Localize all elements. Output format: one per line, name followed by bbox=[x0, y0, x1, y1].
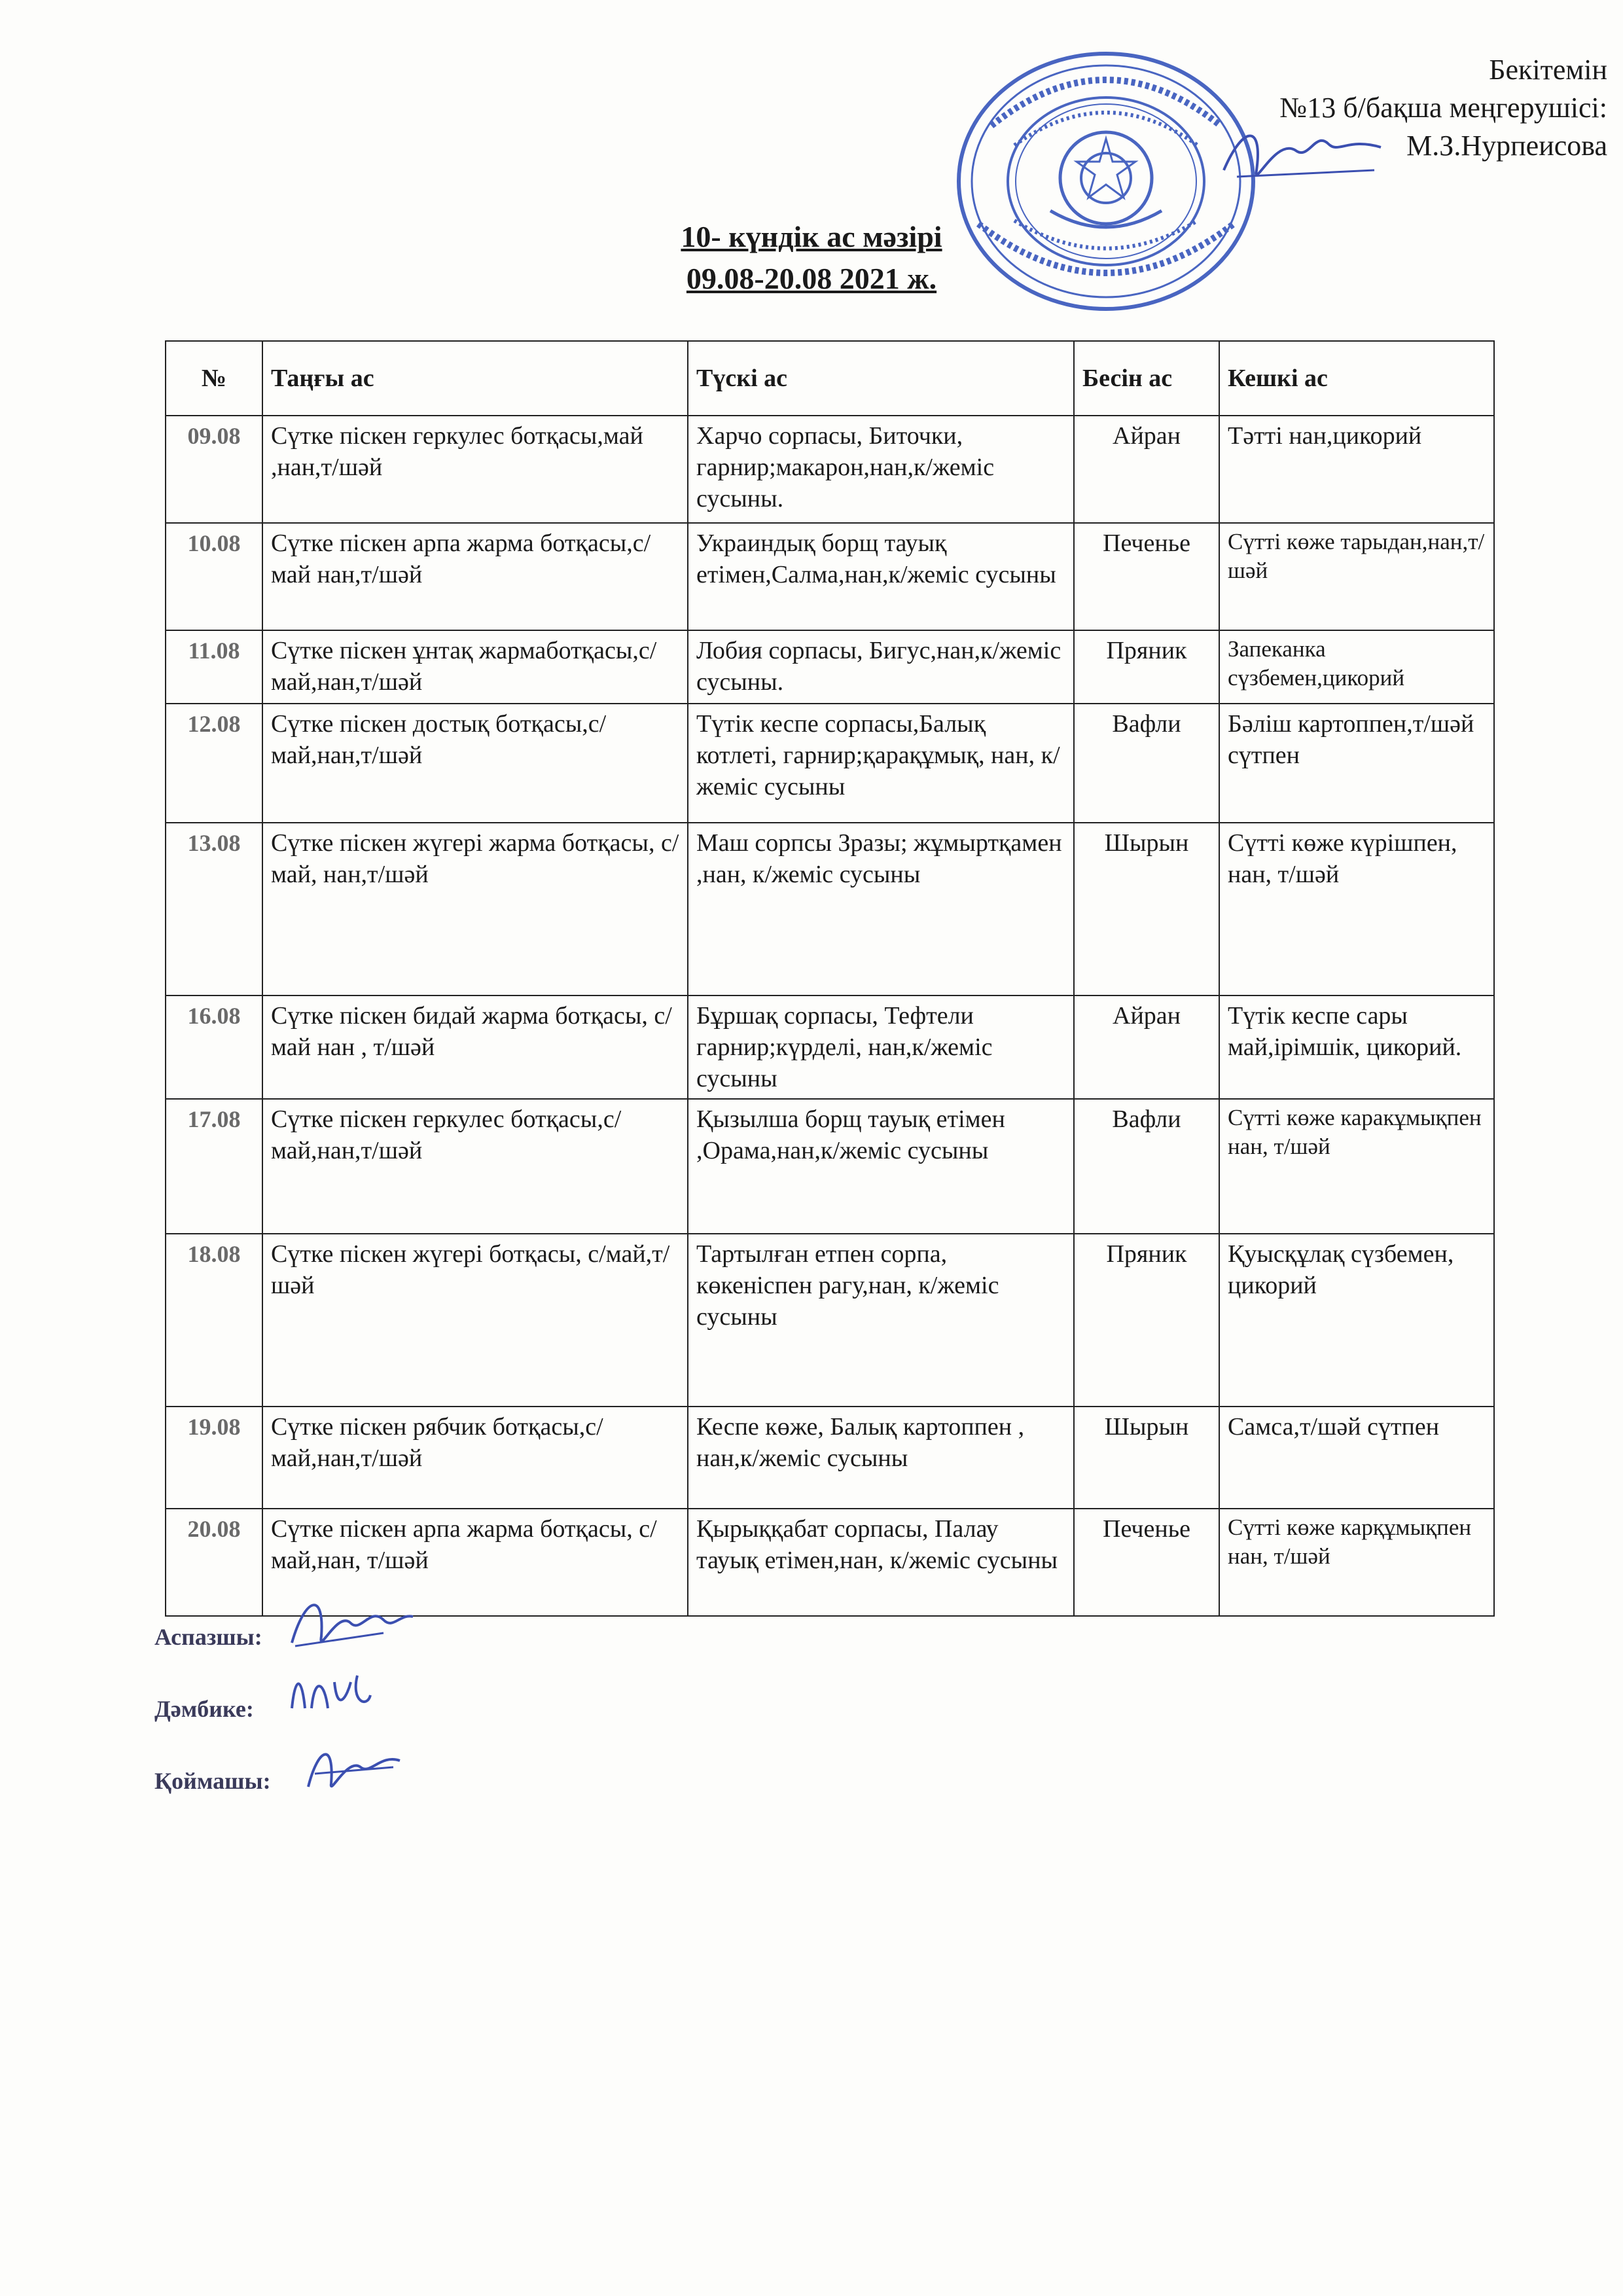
row-lunch: Кеспе көже, Балық картоппен , нан,к/жеміс сусыны bbox=[688, 1407, 1074, 1509]
row-breakfast: Сүтке піскен арпа жарма ботқасы, с/май,нан, т/шәй bbox=[262, 1509, 688, 1616]
row-lunch: Украиндық борщ тауық етімен,Салма,нан,к/жеміс сусыны bbox=[688, 523, 1074, 630]
row-dinner: Сүтті көже карқұмықпен нан, т/шәй bbox=[1219, 1509, 1494, 1616]
row-snack: Печенье bbox=[1074, 1509, 1219, 1616]
document-title bbox=[0, 216, 1623, 300]
table-row bbox=[166, 523, 1494, 630]
taster-signature-row bbox=[154, 1695, 271, 1767]
row-snack: Печенье bbox=[1074, 523, 1219, 630]
row-breakfast: Сүтке піскен геркулес ботқасы,с/май,нан,т/шәй bbox=[262, 1099, 688, 1234]
row-breakfast: Сүтке піскен рябчик ботқасы,с/май,нан,т/шәй bbox=[262, 1407, 688, 1509]
row-dinner: Запеканка сүзбемен,цикорий bbox=[1219, 630, 1494, 704]
row-date: 18.08 bbox=[166, 1234, 262, 1407]
approval-line-2: №13 б/бақша меңгерушісі: bbox=[1279, 92, 1607, 124]
row-date: 16.08 bbox=[166, 996, 262, 1099]
row-snack: Шырын bbox=[1074, 1407, 1219, 1509]
row-dinner: Тәтті нан,цикорий bbox=[1219, 416, 1494, 523]
table-row bbox=[166, 1234, 1494, 1407]
row-lunch: Қырыққабат сорпасы, Палау тауық етімен,нан, к/жеміс сусыны bbox=[688, 1509, 1074, 1616]
row-snack: Айран bbox=[1074, 416, 1219, 523]
row-dinner: Қуысқұлақ сүзбемен, цикорий bbox=[1219, 1234, 1494, 1407]
row-lunch: Маш сорпсы Зразы; жұмыртқамен ,нан, к/жеміс сусыны bbox=[688, 823, 1074, 996]
row-date: 17.08 bbox=[166, 1099, 262, 1234]
row-lunch: Лобия сорпасы, Бигус,нан,к/жеміс сусыны. bbox=[688, 630, 1074, 704]
header-snack: Бесін ас bbox=[1074, 341, 1219, 416]
row-dinner: Самса,т/шәй сүтпен bbox=[1219, 1407, 1494, 1509]
row-lunch: Қызылша борщ тауық етімен ,Орама,нан,к/жеміс сусыны bbox=[688, 1099, 1074, 1234]
cook-signature-row bbox=[154, 1623, 271, 1695]
row-snack: Пряник bbox=[1074, 630, 1219, 704]
row-breakfast: Сүтке піскен геркулес ботқасы,май ,нан,т/шәй bbox=[262, 416, 688, 523]
taster-label: Дәмбике: bbox=[154, 1696, 254, 1722]
row-date: 13.08 bbox=[166, 823, 262, 996]
row-date: 11.08 bbox=[166, 630, 262, 704]
row-lunch: Түтік кеспе сорпасы,Балық котлеті, гарнир;қарақұмық, нан, к/жеміс сусыны bbox=[688, 704, 1074, 823]
row-date: 19.08 bbox=[166, 1407, 262, 1509]
table-row bbox=[166, 630, 1494, 704]
title-line-2: 09.08-20.08 2021 ж. bbox=[686, 262, 937, 295]
row-breakfast: Сүтке піскен ұнтақ жармаботқасы,с/май,нан,т/шәй bbox=[262, 630, 688, 704]
row-date: 10.08 bbox=[166, 523, 262, 630]
table-header-row bbox=[166, 341, 1494, 416]
row-lunch: Тартылған етпен сорпа, көкеніспен рагу,нан, к/жеміс сусыны bbox=[688, 1234, 1074, 1407]
signature-block bbox=[154, 1623, 271, 1839]
row-lunch: Бұршақ сорпасы, Тефтели гарнир;күрделі, нан,к/жеміс сусыны bbox=[688, 996, 1074, 1099]
row-dinner: Бәліш картоппен,т/шәй сүтпен bbox=[1219, 704, 1494, 823]
row-breakfast: Сүтке піскен достық ботқасы,с/май,нан,т/шәй bbox=[262, 704, 688, 823]
cook-signature bbox=[285, 1584, 416, 1662]
row-breakfast: Сүтке піскен арпа жарма ботқасы,с/май нан,т/шәй bbox=[262, 523, 688, 630]
row-date: 20.08 bbox=[166, 1509, 262, 1616]
menu-table bbox=[165, 340, 1495, 1617]
header-breakfast: Таңғы ас bbox=[262, 341, 688, 416]
table-row bbox=[166, 704, 1494, 823]
row-dinner: Сүтті көже каракұмықпен нан, т/шәй bbox=[1219, 1099, 1494, 1234]
storekeeper-signature-row bbox=[154, 1767, 271, 1839]
row-snack: Шырын bbox=[1074, 823, 1219, 996]
row-snack: Пряник bbox=[1074, 1234, 1219, 1407]
title-line-1: 10- күндік ас мәзірі bbox=[681, 220, 942, 253]
approval-line-1: Бекітемін bbox=[1489, 54, 1607, 86]
cook-label: Аспазшы: bbox=[154, 1624, 262, 1650]
row-snack: Вафли bbox=[1074, 704, 1219, 823]
row-dinner: Түтік кеспе сары май,ірімшік, цикорий. bbox=[1219, 996, 1494, 1099]
row-lunch: Харчо сорпасы, Биточки, гарнир;макарон,нан,к/жеміс сусыны. bbox=[688, 416, 1074, 523]
header-lunch: Түскі ас bbox=[688, 341, 1074, 416]
table-row bbox=[166, 996, 1494, 1099]
table-row bbox=[166, 416, 1494, 523]
row-date: 09.08 bbox=[166, 416, 262, 523]
table-row bbox=[166, 1407, 1494, 1509]
row-breakfast: Сүтке піскен жүгері ботқасы, с/май,т/шәй bbox=[262, 1234, 688, 1407]
table-row bbox=[166, 823, 1494, 996]
approval-line-3: М.З.Нурпеисова bbox=[1406, 130, 1607, 162]
table-row bbox=[166, 1099, 1494, 1234]
row-date: 12.08 bbox=[166, 704, 262, 823]
director-signature bbox=[1217, 111, 1387, 196]
storekeeper-label: Қоймашы: bbox=[154, 1768, 271, 1794]
header-number: № bbox=[166, 341, 262, 416]
row-snack: Вафли bbox=[1074, 1099, 1219, 1234]
row-snack: Айран bbox=[1074, 996, 1219, 1099]
taster-signature bbox=[285, 1656, 377, 1721]
row-dinner: Сүтті көже тарыдан,нан,т/шәй bbox=[1219, 523, 1494, 630]
header-dinner: Кешкі ас bbox=[1219, 341, 1494, 416]
row-breakfast: Сүтке піскен бидай жарма ботқасы, с/май нан , т/шәй bbox=[262, 996, 688, 1099]
storekeeper-signature bbox=[302, 1728, 406, 1800]
row-dinner: Сүтті көже күрішпен, нан, т/шәй bbox=[1219, 823, 1494, 996]
row-breakfast: Сүтке піскен жүгері жарма ботқасы, с/май, нан,т/шәй bbox=[262, 823, 688, 996]
